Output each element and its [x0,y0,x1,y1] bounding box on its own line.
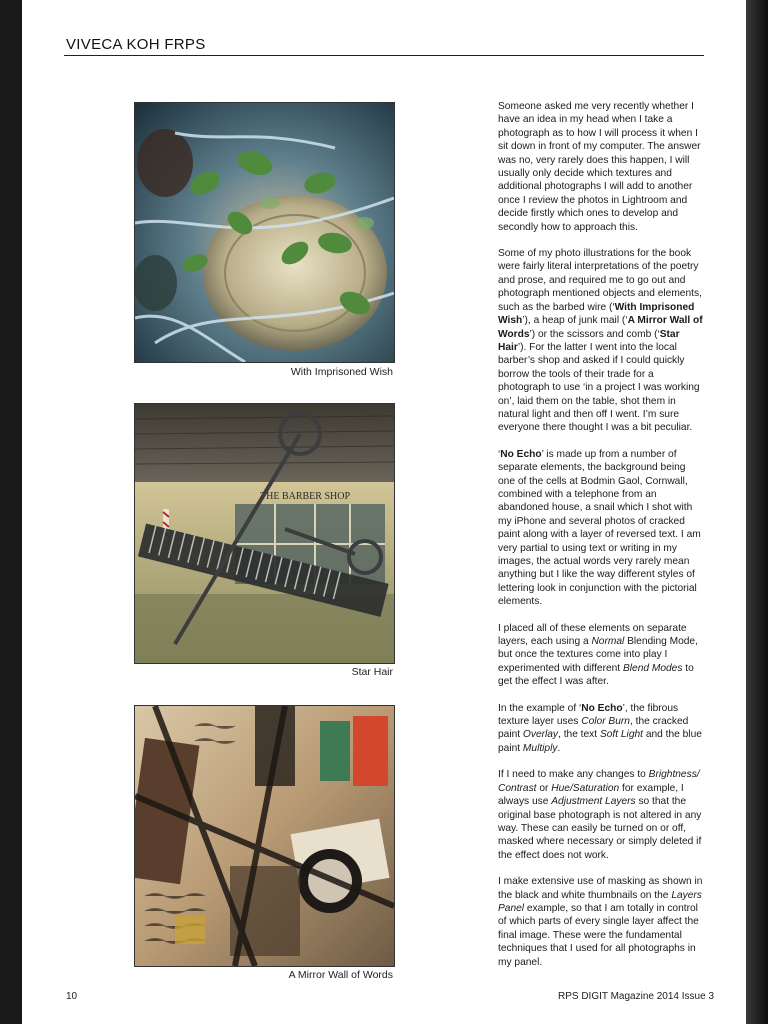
photo-a-mirror-wall-of-words-art [135,706,394,966]
barber-shop-sign: THE BARBER SHOP [260,491,351,502]
article-paragraph-7: I make extensive use of masking as shown in the black and white thumbnails on the Layers Panel example, so that I am totally in control of which parts of every single layer affect the final image. These were the fundamental techniques that I used for all photographs in my panel. [498,876,703,968]
article-paragraph-1: Someone asked me very recently whether I have an idea in my head when I take a photograph as to how I will process it when I sit down in front of my computer. The answer was no, very rarely does this happen, I will usually only decide which textures and additional photographs I will add to another once I review the photos in Lightroom and decide firstly which ones to develop and secondly how to approach this. [498,101,701,233]
page-header-title: VIVECA KOH FRPS [66,36,206,53]
article-body [498,100,704,982]
photo-a-mirror-wall-of-words[interactable] [134,705,395,967]
article-paragraph-4: I placed all of these elements on separate layers, each using a Normal Blending Mode, but once the textures come into play I experimented with different Blend Modes to get the effect I was after. [498,622,698,688]
photo-star-hair[interactable] [134,403,395,664]
caption-with-imprisoned-wish: With Imprisoned Wish [290,366,393,378]
article-paragraph-2: Some of my photo illustrations for the book were fairly literal interpretations of the poetry and prose, and required me to go out and photograph mentioned objects and elements, such as the barbed wire (‘With Imprisoned Wish’), a heap of junk mail (‘A Mirror Wall of Words’) or the scissors and comb (‘Star Hair’). For the latter I went into the local barber’s shop and asked if I could quickly borrow the tools of their trade for a photograph to use ‘in a project I was working on’, laid them on the table, shot them in natural light and then off I went. I’m sure everyone there thought I was a bit peculiar. [498,248,703,434]
header-rule [64,55,704,56]
page-number: 10 [66,991,78,1002]
article-paragraph-3: ‘No Echo’ is made up from a number of separate elements, the background being one of the cells at Bodmin Gaol, Cornwall, combined with a telephone from an abandoned house, a snail which I shot with my iPhone and several photos of cracked paint along with a layer of reversed text. I am very partial to using text or writing in my images, the actual words very rarely mean anything but I like the way different styles of lettering look in conjunction with the pictorial elements. [498,448,701,608]
publication-footer: RPS DIGIT Magazine 2014 Issue 3 [558,991,715,1002]
caption-a-mirror-wall-of-words: A Mirror Wall of Words [288,969,393,981]
photo-with-imprisoned-wish-art [135,103,394,362]
magazine-page [22,0,746,1024]
article-paragraph-5: In the example of ‘No Echo’, the fibrous texture layer uses Color Burn, the cracked paint Overlay, the text Soft Light and the blue paint Multiply. [498,702,702,754]
article-paragraph-6: If I need to make any changes to Brightness/ Contrast or Hue/Saturation for example, I always use Adjustment Layers so that the original base photograph is not altered in any way. These can easily be turned on or off, masked where necessary or simply deleted if the effect does not work. [498,769,702,861]
device-frame-edge [746,0,768,1024]
photo-with-imprisoned-wish[interactable] [134,102,395,363]
caption-star-hair: Star Hair [351,666,393,678]
photo-star-hair-art [135,404,394,663]
